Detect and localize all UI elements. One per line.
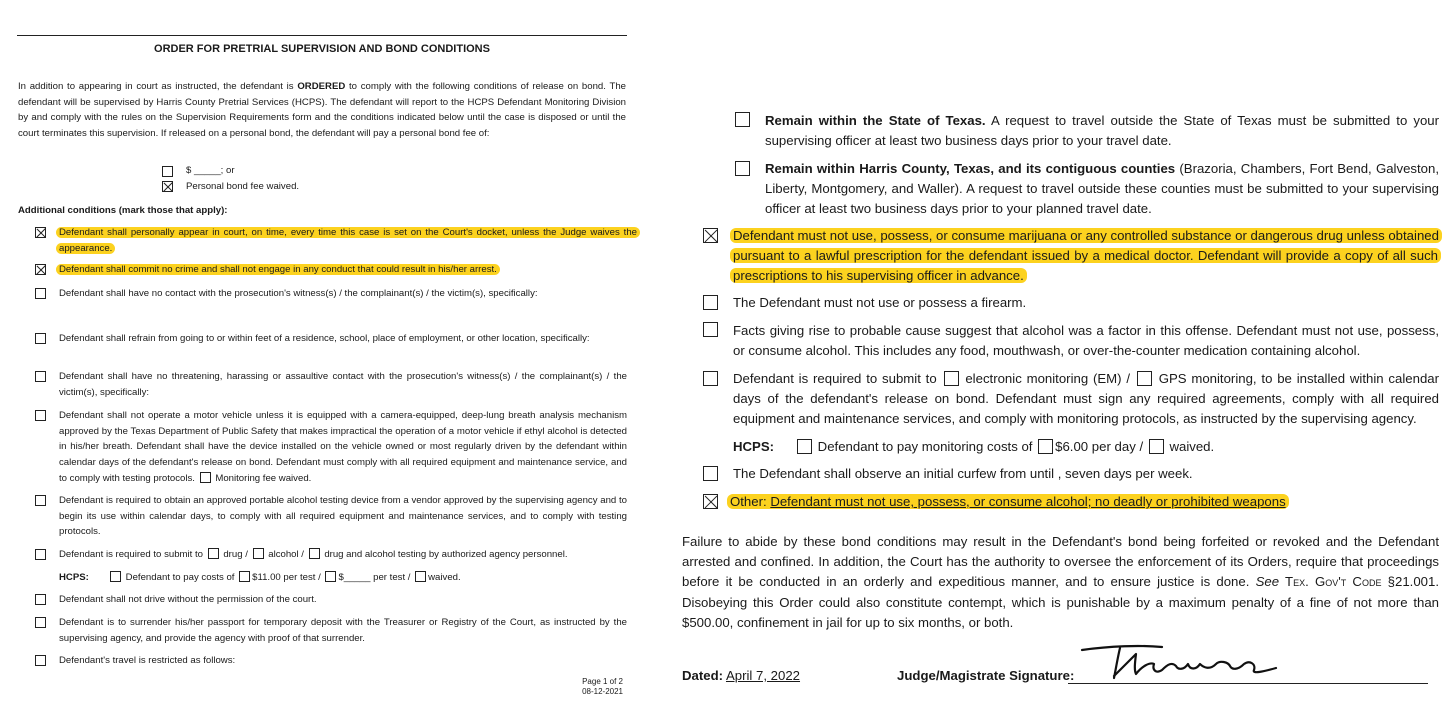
condition-no-contact-checkbox[interactable] — [35, 288, 46, 299]
condition-testing-checkbox[interactable] — [35, 549, 46, 560]
six-dollar-checkbox[interactable] — [1038, 439, 1053, 454]
curfew-text: The Defendant shall observe an initial curfew from until , seven days per week. — [733, 466, 1193, 481]
order-page-1 — [0, 0, 645, 703]
additional-conditions-heading: Additional conditions (mark those that apply): — [18, 205, 228, 216]
travel-county-checkbox[interactable] — [735, 161, 750, 176]
condition-travel-checkbox[interactable] — [35, 655, 46, 666]
judge-signature — [1080, 640, 1280, 684]
signature-label: Judge/Magistrate Signature: — [897, 668, 1075, 683]
condition-travel-text: Defendant's travel is restricted as follows: — [59, 655, 236, 666]
fee-amount-label: $ _____; or — [186, 165, 235, 176]
eleven-dollar-checkbox[interactable] — [239, 571, 250, 582]
custom-amount-checkbox[interactable] — [325, 571, 336, 582]
form-date: 08-12-2021 — [582, 687, 623, 696]
travel-county-text: Remain within Harris County, Texas, and its contiguous counties (Brazoria, Chambers, Fort Bend, Galveston, Liberty, Montgomery, and Waller). A request to travel outside these counties must be submitted to your supervising officer at least two business days prior to your planned travel date. — [765, 161, 1439, 217]
marijuana-checkbox[interactable] — [703, 228, 718, 243]
condition-passport-checkbox[interactable] — [35, 617, 46, 628]
pay-costs-checkbox[interactable] — [110, 571, 121, 582]
pay-monitoring-checkbox[interactable] — [797, 439, 812, 454]
gps-checkbox[interactable] — [1137, 371, 1152, 386]
condition-testing-text: Defendant is required to submit to drug / alcohol / drug and alcohol testing by authorized agency personnel. — [59, 549, 568, 560]
condition-appear-checkbox[interactable] — [35, 227, 46, 238]
marijuana-text: Defendant must not use, possess, or consume marijuana or any controlled substance or dangerous drug unless obtained pursuant to a lawful prescription for the defendant issued by a medical doctor. Defendant will provide a copy of all such prescriptions to his supervising officer in advance. — [730, 226, 1441, 287]
costs-waived-checkbox[interactable] — [415, 571, 426, 582]
page-footer — [582, 677, 623, 697]
travel-state-checkbox[interactable] — [735, 112, 750, 127]
condition-no-crime-checkbox[interactable] — [35, 264, 46, 275]
condition-portable-alcohol-text: Defendant is required to obtain an approved portable alcohol testing device from a vendor approved by the supervising agency and to begin its use within calendar days, to comply with all required equipment and maintenance services, and to comply with testing protocols. — [59, 495, 627, 538]
order-page-2 — [655, 0, 1456, 703]
hcps-label: HCPS: — [59, 572, 89, 583]
alcohol-checkbox[interactable] — [703, 322, 718, 337]
fee-waived-checkbox[interactable] — [162, 181, 173, 192]
condition-ignition-interlock-text: Defendant shall not operate a motor vehicle unless it is equipped with a camera-equipped, deep-lung breath analysis mechanism approved by the Texas Department of Public Safety that makes impractical the operation of a motor vehicle if ethyl alcohol is detected in his/her breath. Defendant shall have the device installed on the vehicle owned or most regularly driven by the defendant within calendar days of the defendant's release on bond. Defendant must comply with all required equipment and maintenance service, and to comply with testing protocols. Monitoring fee waived. — [59, 410, 627, 484]
alcohol-test-checkbox[interactable] — [253, 548, 264, 559]
document-title: ORDER FOR PRETRIAL SUPERVISION AND BOND CONDITIONS — [154, 43, 490, 55]
condition-refrain-location-checkbox[interactable] — [35, 333, 46, 344]
condition-passport-text: Defendant is to surrender his/her passport for temporary deposit with the Treasurer or Registry of the Court, as instructed by the supervising agency, and provide the agency with proof of that surrender. — [59, 617, 627, 644]
hcps-monitor-label: HCPS: — [733, 439, 775, 454]
em-checkbox[interactable] — [944, 371, 959, 386]
dated-line: Dated: April 7, 2022 — [682, 668, 801, 683]
monitoring-text: Defendant is required to submit to electronic monitoring (EM) / GPS monitoring, to be installed within calendar days of the defendant's release on bond. Defendant must sign any required agreements, comply with all required equipment and maintenance services, and comply with monitoring protocols, as instructed by the supervising agency. — [733, 371, 1440, 427]
condition-no-drive-checkbox[interactable] — [35, 594, 46, 605]
condition-no-contact-text: Defendant shall have no contact with the prosecution's witness(s) / the complainant(s) / the victim(s), specifically: — [59, 288, 538, 299]
failure-paragraph: Failure to abide by these bond conditions may result in the Defendant's bond being forfeited or revoked and the Defendant arrested and confined. In addition, the Court has the authority to oversee the enforcement of its Orders, require that proceedings before it be conducted in an orderly and expeditious manner, and to ensure justice is done. See Tex. Gov't Code §21.001. Disobeying this Order could also constitute contempt, which is punishable by a maximum penalty of a fine of not more than $500.00, confinement in jail for up to six months, or both. — [682, 534, 1439, 630]
other-text: Other: Defendant must not use, possess, or consume alcohol; no deadly or prohibited weapons — [727, 492, 1441, 512]
fee-amount-checkbox[interactable] — [162, 166, 173, 177]
condition-ignition-interlock-checkbox[interactable] — [35, 410, 46, 421]
monitoring-fee-waived-checkbox[interactable] — [200, 472, 211, 483]
curfew-checkbox[interactable] — [703, 466, 718, 481]
other-checkbox[interactable] — [703, 494, 718, 509]
condition-no-drive-text: Defendant shall not drive without the permission of the court. — [59, 594, 317, 605]
condition-portable-alcohol-checkbox[interactable] — [35, 495, 46, 506]
alcohol-text: Facts giving rise to probable cause suggest that alcohol was a factor in this offense. Defendant must not use, possess, or consume alcohol. This includes any food, mouthwash, or over-the-counter medication containing alcohol. — [733, 323, 1439, 359]
condition-no-threatening-checkbox[interactable] — [35, 371, 46, 382]
firearm-text: The Defendant must not use or possess a firearm. — [733, 295, 1027, 310]
monitoring-checkbox[interactable] — [703, 371, 718, 386]
firearm-checkbox[interactable] — [703, 295, 718, 310]
travel-state-text: Remain within the State of Texas. A request to travel outside the State of Texas must be submitted to your supervising officer at least two business days prior to your travel date. — [765, 113, 1439, 149]
hcps-monitor-row: Defendant to pay monitoring costs of $6.00 per day / waived. — [795, 437, 1214, 457]
drug-test-checkbox[interactable] — [208, 548, 219, 559]
condition-no-crime-text: Defendant shall commit no crime and shall not engage in any conduct that could result in his/her arrest. — [56, 262, 640, 278]
hcps-costs-row: Defendant to pay costs of $11.00 per test / $_____ per test / waived. — [108, 570, 461, 586]
intro-paragraph: In addition to appearing in court as instructed, the defendant is ORDERED to comply with the following conditions of release on bond. The defendant will be supervised by Harris County Pretrial Services (HCPS). The defendant will report to the HCPS Defendant Monitoring Division by and comply with the rules on the Supervision Requirements form and the conditions indicated below until the case is disposed or until the court terminates this supervision. If released on a personal bond, the defendant will pay a personal bond fee of: — [18, 81, 626, 140]
drug-and-alcohol-test-checkbox[interactable] — [309, 548, 320, 559]
condition-refrain-location-text: Defendant shall refrain from going to or within feet of a residence, school, place of employment, or other location, specifically: — [59, 333, 590, 344]
fee-waived-label: Personal bond fee waived. — [186, 181, 300, 192]
condition-appear-text: Defendant shall personally appear in court, on time, every time this case is set on the Court's docket, unless the Judge waives the appearance. — [56, 225, 640, 256]
page-number: Page 1 of 2 — [582, 677, 623, 686]
dated-value: April 7, 2022 — [725, 668, 801, 683]
condition-no-threatening-text: Defendant shall have no threatening, harassing or assaultive contact with the prosecution's witness(s) / the complainant(s) / the victim(s), specifically: — [59, 371, 627, 398]
title-rule — [17, 35, 627, 36]
monitoring-waived-checkbox[interactable] — [1149, 439, 1164, 454]
